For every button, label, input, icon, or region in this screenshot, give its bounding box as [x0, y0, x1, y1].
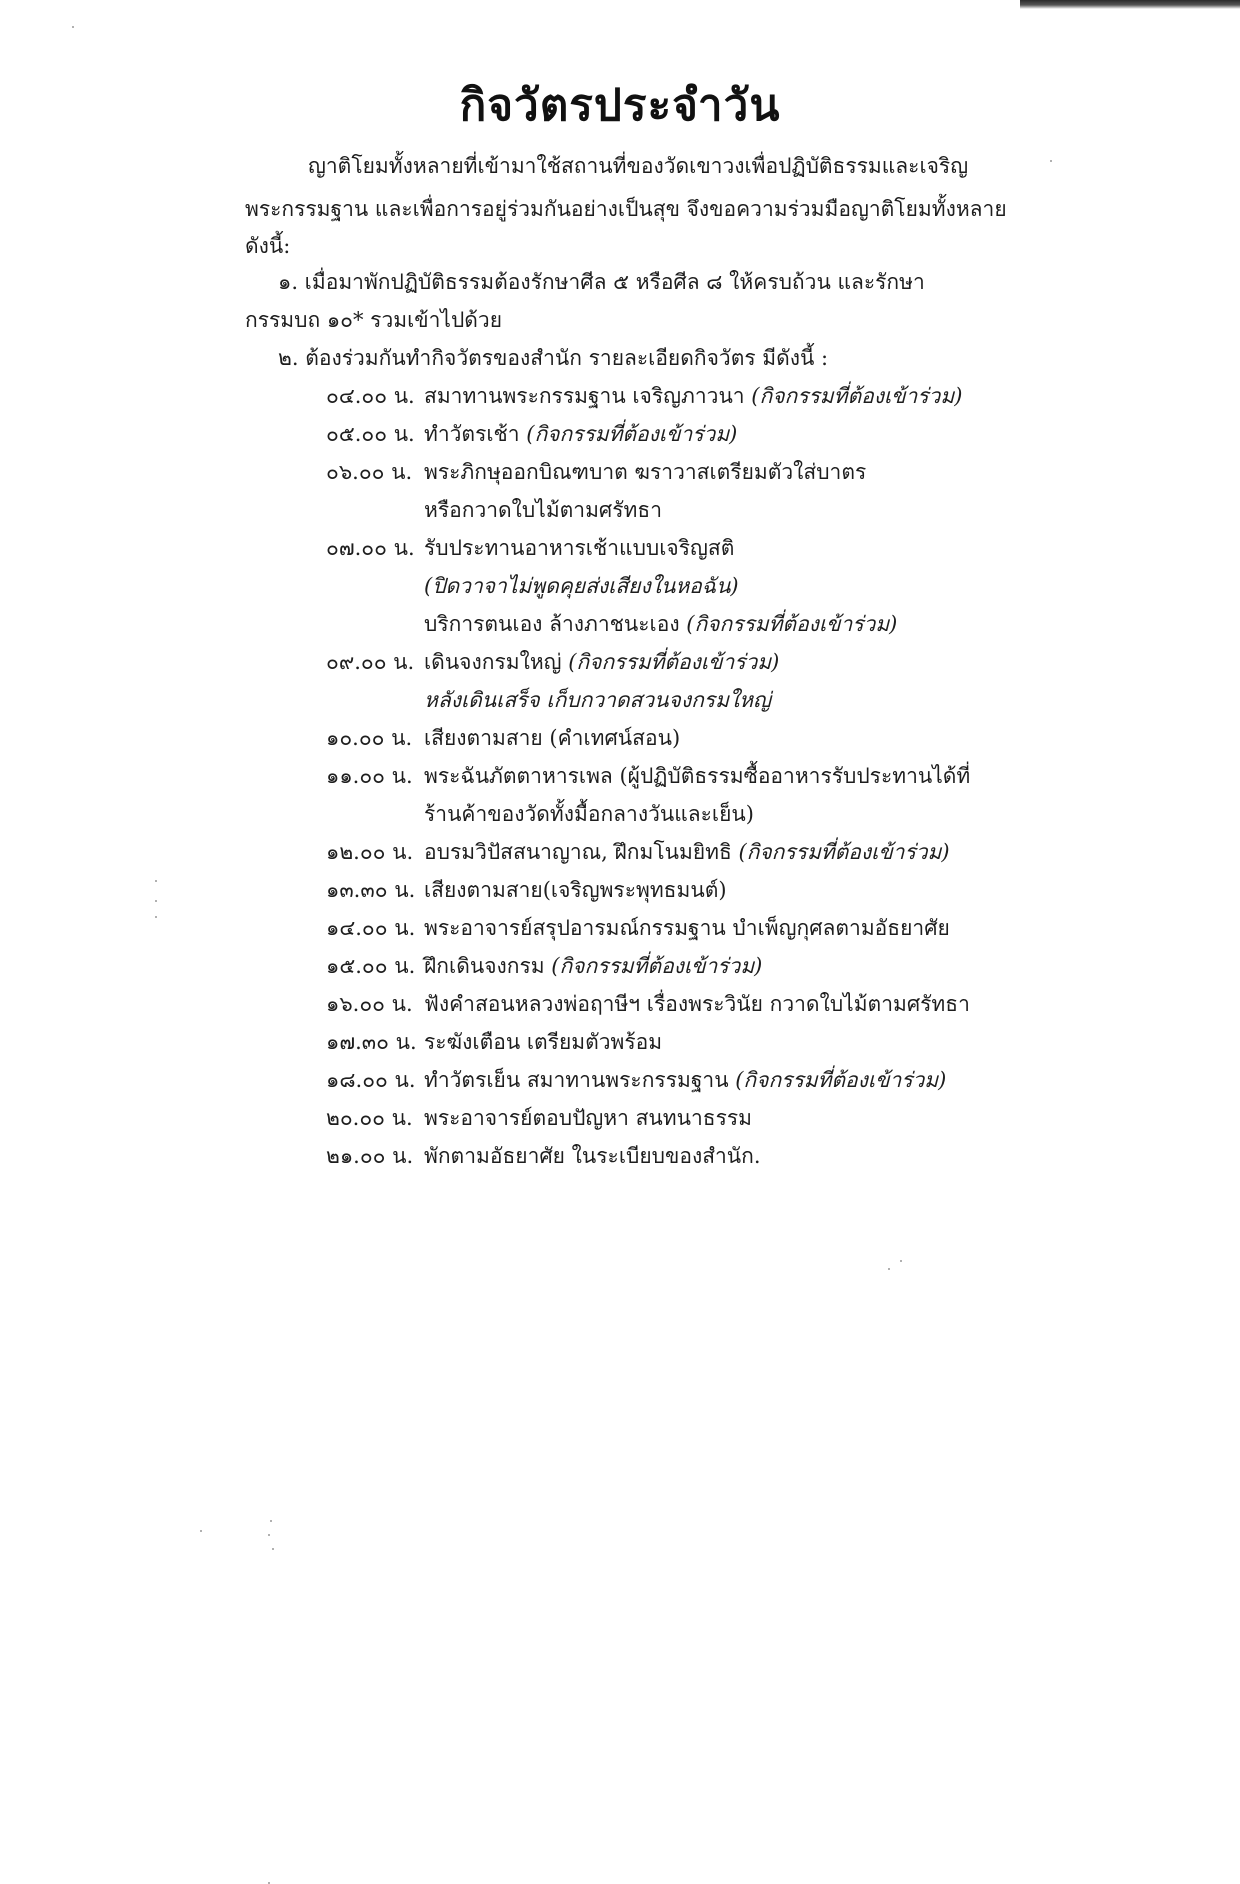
- schedule-activity: หรือกวาดใบไม้ตามศรัทธา: [424, 498, 662, 522]
- schedule-time: ๑๓.๓๐ น.: [326, 878, 416, 902]
- schedule-time: ๐๕.๐๐ น.: [326, 422, 415, 446]
- scan-speck: [270, 1520, 272, 1522]
- schedule-activity: บริการตนเอง ล้างภาชนะเอง: [424, 612, 687, 636]
- schedule-time: ๑๐.๐๐ น.: [326, 726, 413, 750]
- schedule-time: ๐๖.๐๐ น.: [326, 460, 413, 484]
- schedule-note: (กิจกรรมที่ต้องเข้าร่วม): [735, 1068, 947, 1092]
- schedule-time: ๑๖.๐๐ น.: [326, 992, 413, 1016]
- schedule-activity: เสียงตามสาย(เจริญพระพุทธมนต์): [424, 878, 727, 902]
- schedule-activity: พระฉันภัตตาหารเพล (ผู้ปฏิบัติธรรมซื้ออาหารรับประทานได้ที่: [424, 764, 971, 788]
- scan-speck: [155, 900, 157, 902]
- scan-speck: [155, 880, 157, 882]
- scan-speck: [1050, 160, 1052, 162]
- schedule-activity: อบรมวิปัสสนาญาณ, ฝึกมโนมยิทธิ: [424, 840, 739, 864]
- schedule-activity: พระภิกษุออกบิณฑบาต ฆราวาสเตรียมตัวใส่บาตร: [424, 460, 867, 484]
- scan-speck: [888, 1268, 890, 1270]
- schedule-time: ๒๐.๐๐ น.: [326, 1106, 413, 1130]
- schedule-activity: พักตามอัธยาศัย ในระเบียบของสำนัก.: [424, 1144, 761, 1168]
- scan-speck: [900, 1260, 902, 1262]
- intro-line-2: พระกรรมฐาน และเพื่อการอยู่ร่วมกันอย่างเป็นสุข จึงขอความร่วมมือญาติโยมทั้งหลาย: [245, 197, 1007, 221]
- scan-speck: [72, 26, 74, 28]
- schedule-activity: เดินจงกรมใหญ่: [424, 650, 569, 674]
- schedule-note: (กิจกรรมที่ต้องเข้าร่วม): [751, 384, 963, 408]
- schedule-time: ๒๑.๐๐ น.: [326, 1144, 414, 1168]
- schedule-note: (กิจกรรมที่ต้องเข้าร่วม): [738, 840, 950, 864]
- schedule-time: ๑๗.๓๐ น.: [326, 1030, 417, 1054]
- schedule-note: (กิจกรรมที่ต้องเข้าร่วม): [551, 954, 763, 978]
- schedule-activity: ร้านค้าของวัดทั้งมื้อกลางวันและเย็น): [424, 802, 754, 826]
- schedule-note: (กิจกรรมที่ต้องเข้าร่วม): [526, 422, 738, 446]
- schedule-note: (กิจกรรมที่ต้องเข้าร่วม): [686, 612, 898, 636]
- schedule-activity: พระอาจารย์สรุปอารมณ์กรรมฐาน บำเพ็ญกุศลตามอัธยาศัย: [424, 916, 950, 940]
- schedule-activity: เสียงตามสาย (คำเทศน์สอน): [424, 726, 681, 750]
- scan-speck: [268, 1534, 270, 1536]
- schedule-activity: ทำวัตรเช้า: [424, 422, 527, 446]
- schedule-time: ๑๘.๐๐ น.: [326, 1068, 416, 1092]
- schedule-time: ๑๕.๐๐ น.: [326, 954, 416, 978]
- rule-2-heading: ๒. ต้องร่วมกันทำกิจวัตรของสำนัก รายละเอียดกิจวัตร มีดังนี้ :: [278, 346, 829, 370]
- schedule-note: (กิจกรรมที่ต้องเข้าร่วม): [568, 650, 780, 674]
- schedule-time: ๐๔.๐๐ น.: [326, 384, 415, 408]
- scan-speck: [155, 916, 157, 918]
- schedule-activity: พระอาจารย์ตอบปัญหา สนทนาธรรม: [424, 1106, 752, 1130]
- schedule-activity: รับประทานอาหารเช้าแบบเจริญสติ: [424, 536, 735, 560]
- rule-1-line-2: กรรมบถ ๑๐* รวมเข้าไปด้วย: [245, 308, 503, 332]
- schedule-note: หลังเดินเสร็จ เก็บกวาดสวนจงกรมใหญ่: [424, 688, 771, 712]
- rule-1-line-1: ๑. เมื่อมาพักปฏิบัติธรรมต้องรักษาศีล ๕ หรือศีล ๘ ให้ครบถ้วน และรักษา: [278, 270, 925, 294]
- schedule-activity: ฝึกเดินจงกรม: [424, 954, 552, 978]
- schedule-activity: สมาทานพระกรรมฐาน เจริญภาวนา: [424, 384, 752, 408]
- schedule-activity: ทำวัตรเย็น สมาทานพระกรรมฐาน: [424, 1068, 736, 1092]
- intro-line-3: ดังนี้:: [245, 234, 291, 258]
- schedule-activity: ระฆังเตือน เตรียมตัวพร้อม: [424, 1030, 663, 1054]
- scan-speck: [200, 1530, 202, 1532]
- scan-edge-mark: [1020, 0, 1240, 9]
- schedule-time: ๐๙.๐๐ น.: [326, 650, 415, 674]
- scan-speck: [272, 1548, 274, 1550]
- schedule-activity: ฟังคำสอนหลวงพ่อฤาษีฯ เรื่องพระวินัย กวาดใบไม้ตามศรัทธา: [424, 992, 970, 1016]
- page-title: กิจวัตรประจำวัน: [459, 80, 781, 131]
- intro-line-1: ญาติโยมทั้งหลายที่เข้ามาใช้สถานที่ของวัดเขาวงเพื่อปฏิบัติธรรมและเจริญ: [308, 154, 969, 178]
- schedule-note: (ปิดวาจาไม่พูดคุยส่งเสียงในหอฉัน): [424, 574, 739, 598]
- schedule-time: ๑๑.๐๐ น.: [326, 764, 413, 788]
- schedule-time: ๐๗.๐๐ น.: [326, 536, 415, 560]
- schedule-time: ๑๒.๐๐ น.: [326, 840, 414, 864]
- schedule-time: ๑๔.๐๐ น.: [326, 916, 416, 940]
